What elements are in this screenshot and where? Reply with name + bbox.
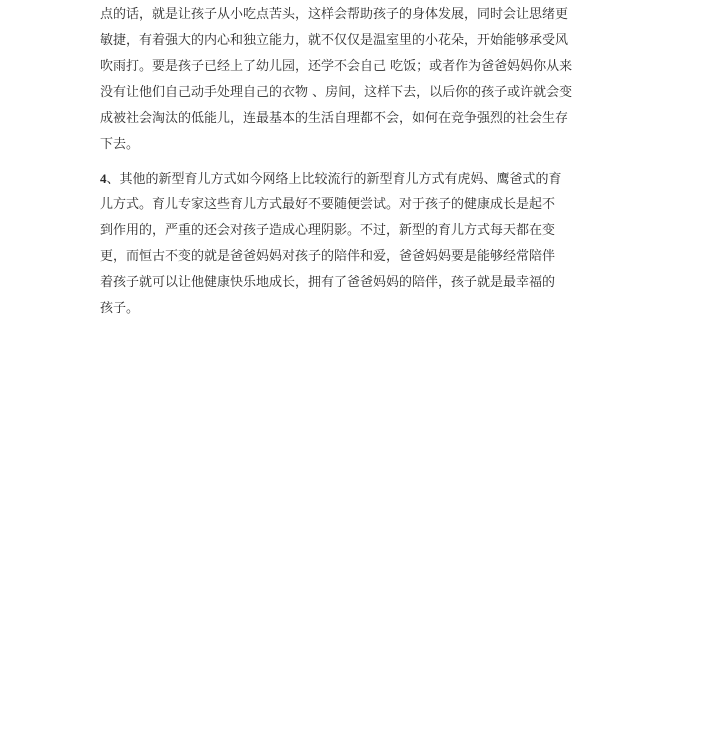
- text-line: 下去。: [100, 137, 140, 152]
- section-heading-text: 、其他的新型育儿方式如今网络上比较流行的新型育儿方式有虎妈、鹰爸式的育: [106, 172, 562, 187]
- paragraph-section-4: [100, 166, 610, 322]
- text-line: 更，而恒古不变的就是爸爸妈妈对孩子的陪伴和爱，爸爸妈妈要是能够经常陪伴: [100, 249, 556, 264]
- text-line: 儿方式。育儿专家这些育儿方式最好不要随便尝试。对于孩子的健康成长是起不: [100, 197, 556, 212]
- text-line: 孩子。: [100, 301, 140, 316]
- paragraph-continuation: [100, 2, 610, 158]
- text-line: 着孩子就可以让他健康快乐地成长，拥有了爸爸妈妈的陪伴，孩子就是最幸福的: [100, 275, 556, 290]
- text-line: 点的话，就是让孩子从小吃点苦头，这样会帮助孩子的身体发展，同时会让思绪更: [100, 7, 569, 22]
- text-line: 成被社会淘汰的低能儿，连最基本的生活自理都不会，如何在竞争强烈的社会生存: [100, 111, 569, 126]
- text-line: 没有让他们自己动手处理自己的衣物 、房间，这样下去，以后你的孩子或许就会变: [100, 85, 573, 100]
- text-line: 敏捷，有着强大的内心和独立能力，就不仅仅是温室里的小花朵，开始能够承受风: [100, 33, 569, 48]
- text-line: 吹雨打。要是孩子已经上了幼儿园，还学不会自己 吃饭；或者作为爸爸妈妈你从来: [100, 59, 573, 74]
- text-line-first: [100, 166, 610, 192]
- section-number: 4: [100, 171, 107, 186]
- text-line: 到作用的，严重的还会对孩子造成心理阴影。不过，新型的育儿方式每天都在变: [100, 223, 556, 238]
